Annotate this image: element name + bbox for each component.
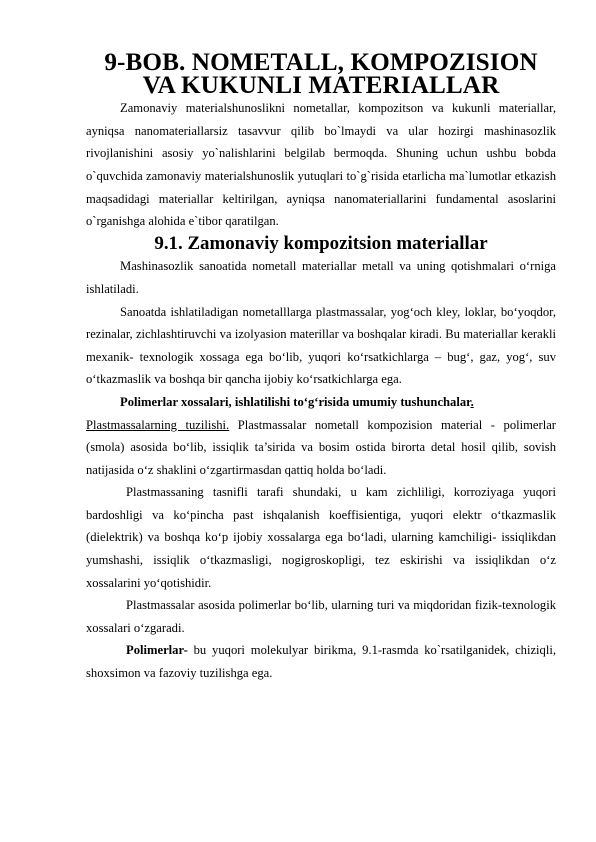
paragraph-plastic-structure (86, 414, 556, 482)
paragraph-polymer-definition (86, 639, 556, 684)
paragraph-plastic-basis: Plastmassalar asosida polimerlar bo‘lib, ularning turi va miqdoridan fizik-texnologik xossalari o‘zgaradi. (86, 598, 556, 635)
plastic-structure-term: Plastmassalarning tuzilishi. (86, 417, 230, 432)
document-page (86, 49, 556, 685)
polymer-heading-period: . (470, 394, 474, 409)
plastic-structure-text: Plastmassalar nometall kompozision material - polimerlar (smola) asosida bo‘lib, issiqlik ta’sirida va bosim ostida birorta detal hosil qilib, sovish natijasida o‘z shaklini o‘zgartirmasdan qattiq holda bo‘ladi. (86, 417, 556, 477)
paragraph-nonmetal-usage: Mashinasozlik sanoatida nometall materiallar metall va uning qotishmalari o‘rniga ishlatiladi. (86, 259, 556, 296)
section-title: 9.1. Zamonaviy kompozitsion materiallar (154, 232, 488, 254)
paragraph-plastic-properties: Plastmassaning tasnifli tarafi shundaki, u kam zichliligi, korroziyaga yuqori bardoshligi va ko‘pincha past ishqalanish koeffisientiga, yuqori elektr o‘tkazmaslik (dielektrik) va boshqa ko‘p ijobiy xossalarga ega bo‘ladi, ularning kamchiligi- issiqlikdan yumshashi, issiqlik o‘tkazmasligi, nogigroskopligi, tez eskirishi va issiqlikdan o‘z xossalarini yo‘qotishidir. (86, 485, 556, 590)
polymer-term: Polimerlar- (126, 643, 188, 658)
paragraph-nonmetal-list: Sanoatda ishlatiladigan nometalllarga plastmassalar, yog‘och kley, loklar, bo‘yoqdor, rezinalar, zichlashtiruvchi va izolyasion materillar va boshqalar kiradi. Bu materiallar kerakli mexanik- texnologik xossaga ega bo‘lib, yuqori ko‘rsatkichlarga – bug‘, gaz, yog‘, suv o‘tkazmaslik va boshqa bir qancha ijobiy ko‘rsatkichlarga ega. (86, 304, 556, 387)
polymer-definition-text: bu yuqori molekulyar birikma, 9.1-rasmda ko`rsatilganidek, chiziqli, shoxsimon va fazoviy tuzilishga ega. (86, 643, 556, 681)
paragraph-polymer-heading (86, 391, 556, 414)
intro-paragraph: Zamonaviy materialshunoslikni nometallar, kompozitson va kukunli materiallar, ayniqsa nanomateriallarsiz tasavvur qilib bo`lmaydi va ular hozirgi mashinasozlik rivojlanishini asosiy yo`nalishlarini belgilab bermoqda. Shuning uchun ushbu bobda o`quvchida zamonaviy materialshunoslik yutuqlari to`g`risida etarlicha ma`lumotlar etkazish maqsadidagi materiallar keltirilgan, ayniqsa nanomateriallarini fundamental asoslarini o`rganishga alohida e`tibor qaratilgan. (86, 101, 556, 229)
polymer-properties-heading: Polimerlar xossalari, ishlatilishi to‘g‘risida umumiy tushunchalar (120, 394, 471, 409)
chapter-title: 9-BOB. NOMETALL, KOMPOZISION VA KUKUNLI MATERIALLAR (104, 49, 538, 99)
